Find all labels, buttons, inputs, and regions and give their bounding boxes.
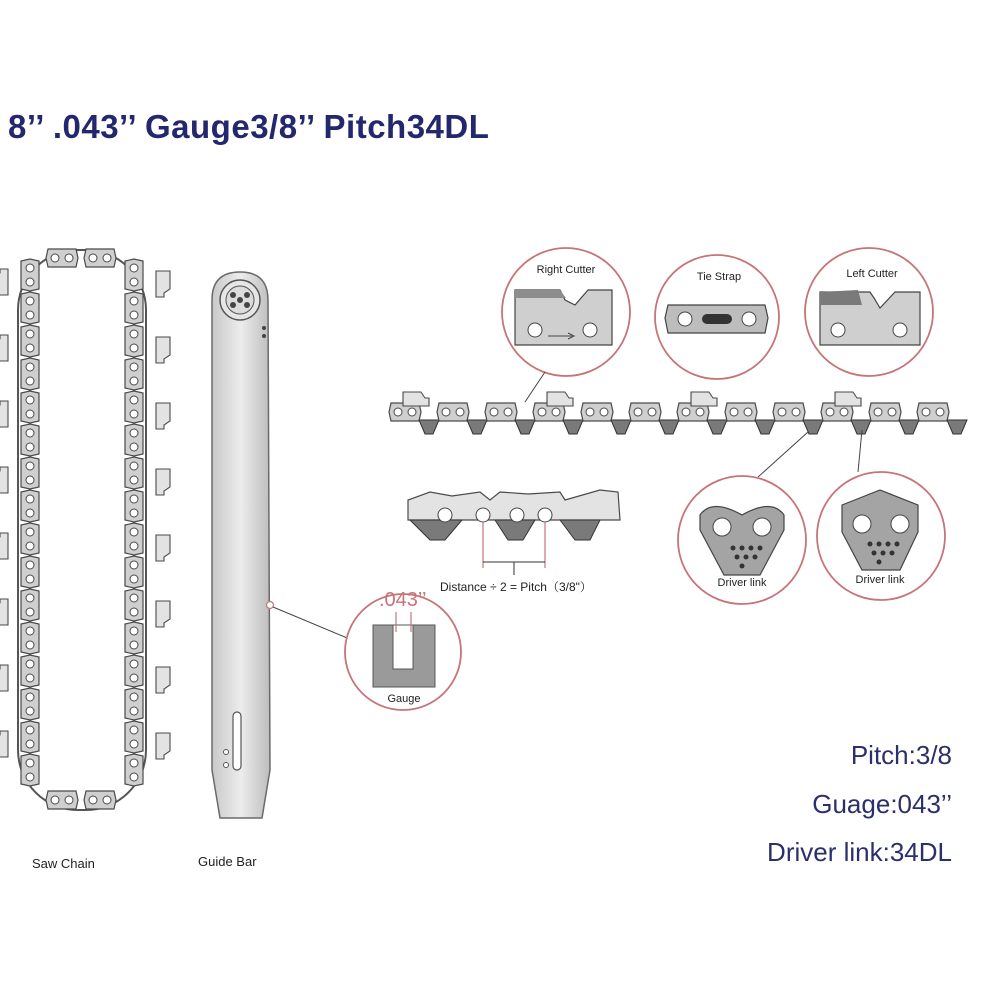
- chain-cutter: [156, 403, 170, 429]
- page-title: 8’’ .043’’ Gauge3/8’’ Pitch34DL: [8, 108, 490, 145]
- gauge-value: .043’’: [379, 589, 427, 611]
- chain-cutter: [835, 392, 861, 406]
- chain-link: [21, 490, 39, 522]
- chain-driver-link: [851, 420, 871, 434]
- chain-link: [21, 754, 39, 786]
- label-tie-strap: Tie Strap: [696, 271, 742, 283]
- chain-link: [21, 556, 39, 588]
- chain-link: [21, 523, 39, 555]
- chain-link: [917, 403, 949, 421]
- chain-link: [125, 688, 143, 720]
- chain-cutter: [156, 601, 170, 627]
- chain-link: [21, 325, 39, 357]
- chain-link: [125, 622, 143, 654]
- label-left-cutter: Left Cutter: [846, 268, 898, 280]
- chain-driver-link: [755, 420, 775, 434]
- chain-link: [125, 556, 143, 588]
- chain-link: [125, 754, 143, 786]
- chain-link: [125, 259, 143, 291]
- horizontal-chain: [389, 392, 967, 434]
- chain-cutter: [0, 731, 8, 757]
- chain-link: [84, 791, 116, 809]
- chain-link: [773, 403, 805, 421]
- chain-link: [21, 622, 39, 654]
- chain-driver-link: [467, 420, 487, 434]
- chain-link: [21, 688, 39, 720]
- chain-link: [485, 403, 517, 421]
- chain-cutter: [547, 392, 573, 406]
- chain-link: [21, 391, 39, 423]
- pitch-segment: [408, 490, 620, 575]
- chain-link: [125, 391, 143, 423]
- chain-link: [125, 655, 143, 687]
- spec-driver-link: Driver link:34DL: [767, 837, 952, 867]
- chain-link: [869, 403, 901, 421]
- chain-link: [125, 589, 143, 621]
- chain-cutter: [156, 733, 170, 759]
- chain-driver-link: [611, 420, 631, 434]
- chain-link: [125, 292, 143, 324]
- chain-cutter: [156, 469, 170, 495]
- chain-cutter: [156, 535, 170, 561]
- label-saw-chain: Saw Chain: [32, 856, 95, 871]
- chain-link: [125, 457, 143, 489]
- chain-driver-link: [899, 420, 919, 434]
- label-driver-link-1: Driver link: [717, 577, 767, 589]
- chain-driver-link: [563, 420, 583, 434]
- chain-link: [125, 325, 143, 357]
- chain-link: [46, 249, 78, 267]
- chain-driver-link: [515, 420, 535, 434]
- chain-link: [581, 403, 613, 421]
- spec-gauge: Guage:043’’: [812, 789, 952, 819]
- chain-link: [125, 523, 143, 555]
- chain-cutter: [691, 392, 717, 406]
- chain-cutter: [0, 599, 8, 625]
- gauge-callout: [273, 594, 461, 710]
- chain-cutter: [0, 467, 8, 493]
- chain-link: [125, 424, 143, 456]
- chain-cutter: [0, 335, 8, 361]
- chain-cutter: [156, 667, 170, 693]
- chain-driver-link: [659, 420, 679, 434]
- chain-link: [21, 358, 39, 390]
- chain-cutter: [0, 269, 8, 295]
- chain-cutter: [0, 665, 8, 691]
- chain-driver-link: [947, 420, 967, 434]
- label-guide-bar: Guide Bar: [198, 854, 257, 869]
- chain-cutter: [0, 401, 8, 427]
- chain-link: [21, 655, 39, 687]
- pitch-formula: Distance ÷ 2 = Pitch（3/8"）: [440, 580, 592, 594]
- chain-driver-link: [707, 420, 727, 434]
- chain-link: [437, 403, 469, 421]
- chain-link: [21, 424, 39, 456]
- label-gauge: Gauge: [387, 693, 421, 705]
- chain-driver-link: [419, 420, 439, 434]
- label-driver-link-2: Driver link: [855, 574, 905, 586]
- chain-link: [125, 358, 143, 390]
- chain-link: [21, 589, 39, 621]
- chain-cutter: [403, 392, 429, 406]
- chain-link: [125, 721, 143, 753]
- chain-link: [21, 292, 39, 324]
- guide-bar: [212, 272, 274, 818]
- chain-link: [125, 490, 143, 522]
- chain-link: [21, 259, 39, 291]
- chain-link: [21, 457, 39, 489]
- chain-link: [725, 403, 757, 421]
- chain-link: [46, 791, 78, 809]
- chain-link: [84, 249, 116, 267]
- chain-link: [21, 721, 39, 753]
- chain-link: [629, 403, 661, 421]
- chain-cutter: [156, 337, 170, 363]
- chain-cutter: [0, 533, 8, 559]
- spec-pitch: Pitch:3/8: [850, 740, 952, 770]
- chain-driver-link: [803, 420, 823, 434]
- chain-cutter: [156, 271, 170, 297]
- label-right-cutter: Right Cutter: [536, 264, 596, 276]
- saw-chain-loop: [0, 249, 170, 810]
